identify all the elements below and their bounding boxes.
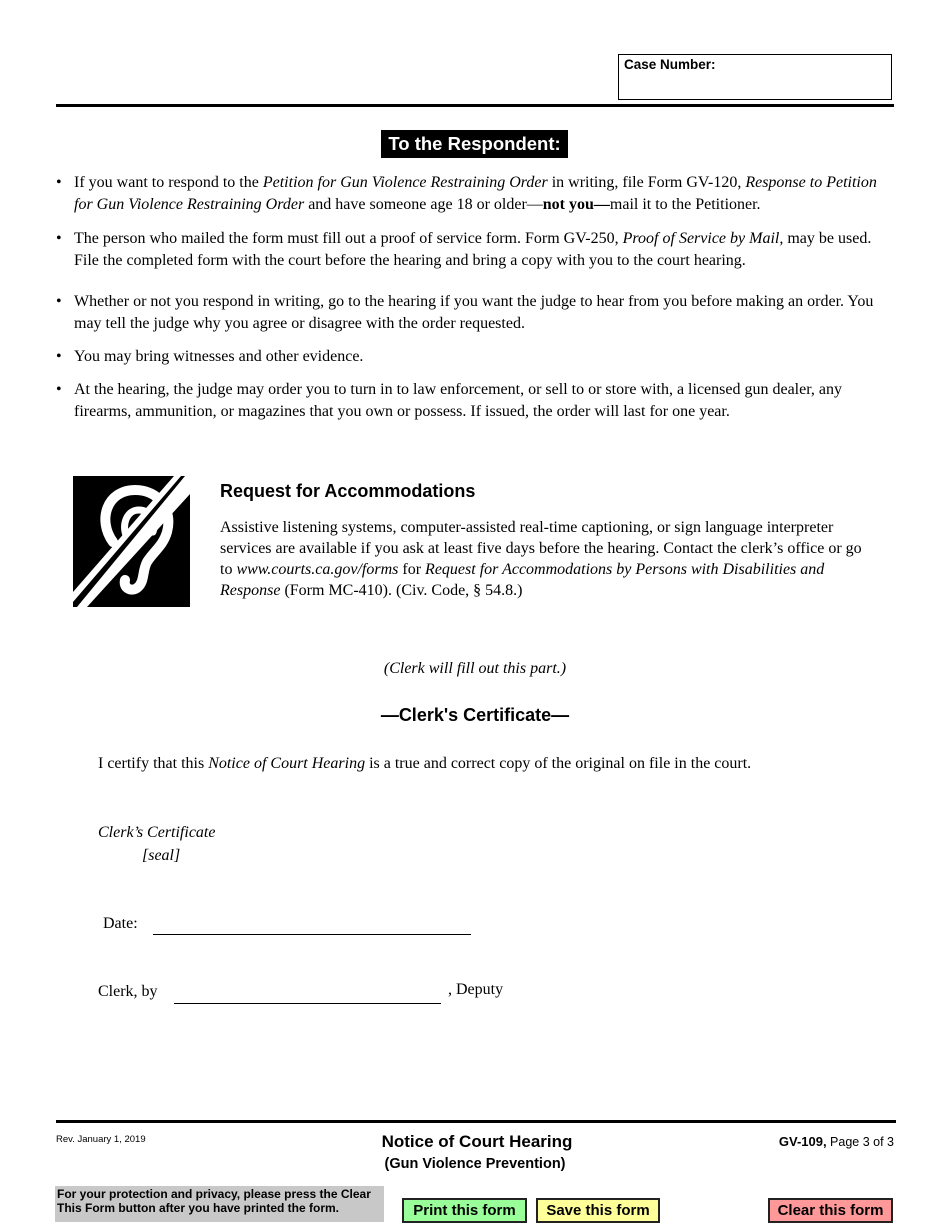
clerk-certificate-title: —Clerk's Certificate— bbox=[380, 705, 570, 725]
accommodations-title: Request for Accommodations bbox=[220, 481, 476, 501]
proof-form-title: Proof of Service by Mail, bbox=[622, 230, 784, 247]
bullet-icon: • bbox=[56, 293, 62, 310]
header-divider bbox=[56, 104, 894, 107]
revision-date: Rev. January 1, 2019 bbox=[56, 1134, 146, 1145]
text: (Form MC-410). (Civ. Code, § 54.8.) bbox=[280, 582, 523, 599]
form-number bbox=[779, 1134, 894, 1149]
seal-label: [seal] bbox=[142, 847, 181, 864]
date-label: Date: bbox=[103, 915, 138, 932]
text: and have someone age 18 or older— bbox=[304, 195, 543, 213]
mc410-form-title: Request for Accommodations by Persons with Disabilities and Response bbox=[220, 561, 825, 599]
clerk-certificate-label: Clerk’s Certificate bbox=[98, 824, 216, 841]
form-title: Notice of Court Hearing bbox=[381, 1132, 573, 1151]
save-form-button[interactable]: Save this form bbox=[536, 1198, 660, 1223]
document-title: Notice of Court Hearing bbox=[208, 755, 366, 772]
list-item bbox=[56, 228, 896, 271]
respondent-heading: To the Respondent: bbox=[381, 130, 568, 158]
form-subtitle: (Gun Violence Prevention) bbox=[384, 1156, 566, 1172]
deputy-label: , Deputy bbox=[448, 981, 504, 998]
page-number: Page 3 of 3 bbox=[826, 1135, 894, 1149]
text: If you want to respond to the bbox=[74, 174, 263, 191]
text: mail it to the Petitioner. bbox=[609, 195, 761, 213]
case-number-label: Case Number: bbox=[624, 57, 716, 72]
print-form-button[interactable]: Print this form bbox=[402, 1198, 527, 1223]
response-form-title: Response to Petition for Gun Violence Restraining Order bbox=[74, 174, 877, 213]
hearing-assistance-icon bbox=[73, 476, 190, 607]
bullet-icon: • bbox=[56, 348, 62, 365]
case-number-field[interactable] bbox=[624, 77, 886, 97]
accommodations-text bbox=[220, 517, 870, 601]
emphasis: not you— bbox=[542, 195, 610, 213]
text: The person who mailed the form must fill out a proof of service form. Form GV-250, bbox=[74, 230, 623, 247]
text: is a true and correct copy of the original on file in the court. bbox=[365, 755, 752, 772]
bullet-icon: • bbox=[56, 174, 62, 191]
date-field[interactable] bbox=[153, 934, 471, 935]
text: for bbox=[398, 561, 426, 578]
certify-statement bbox=[98, 755, 751, 773]
text: Whether or not you respond in writing, go to the hearing if you want the judge to hear from you before making an order. You may tell the judge why you agree or disagree with the order requested. bbox=[74, 293, 874, 332]
text: I certify that this bbox=[98, 755, 209, 772]
list-item bbox=[56, 379, 896, 422]
clerk-note: (Clerk will fill out this part.) bbox=[383, 660, 567, 677]
text: may be used. File the completed form with the court before the hearing and bring a copy with you to the court hearing. bbox=[74, 230, 872, 269]
clerk-by-label: Clerk, by bbox=[98, 983, 158, 1000]
form-id: GV-109, bbox=[778, 1134, 827, 1149]
text: Assistive listening systems, computer-assisted real-time captioning, or sign language interpreter services are available if you ask at least five days before the hearing. Contact the clerk’s office or go to bbox=[220, 519, 862, 578]
text: You may bring witnesses and other evidence. bbox=[74, 348, 364, 365]
footer-divider bbox=[56, 1120, 896, 1123]
privacy-notice: For your protection and privacy, please press the Clear This Form button after you have printed the form. bbox=[55, 1186, 384, 1222]
bullet-icon: • bbox=[56, 230, 62, 247]
text: in writing, file Form GV-120, bbox=[547, 174, 746, 191]
text: At the hearing, the judge may order you to turn in to law enforcement, or sell to or store with, a licensed gun dealer, any firearms, ammunition, or magazines that you own or possess. If issued, the order will last for one year. bbox=[74, 381, 843, 420]
bullet-icon: • bbox=[56, 381, 62, 398]
clear-form-button[interactable]: Clear this form bbox=[768, 1198, 893, 1223]
list-item bbox=[56, 291, 896, 334]
clerk-by-field[interactable] bbox=[174, 1003, 441, 1004]
case-number-box bbox=[618, 54, 892, 100]
list-item bbox=[56, 346, 896, 368]
forms-link[interactable]: www.courts.ca.gov/forms bbox=[236, 561, 399, 578]
list-item bbox=[56, 172, 896, 215]
petition-title: Petition for Gun Violence Restraining Order bbox=[262, 174, 548, 191]
